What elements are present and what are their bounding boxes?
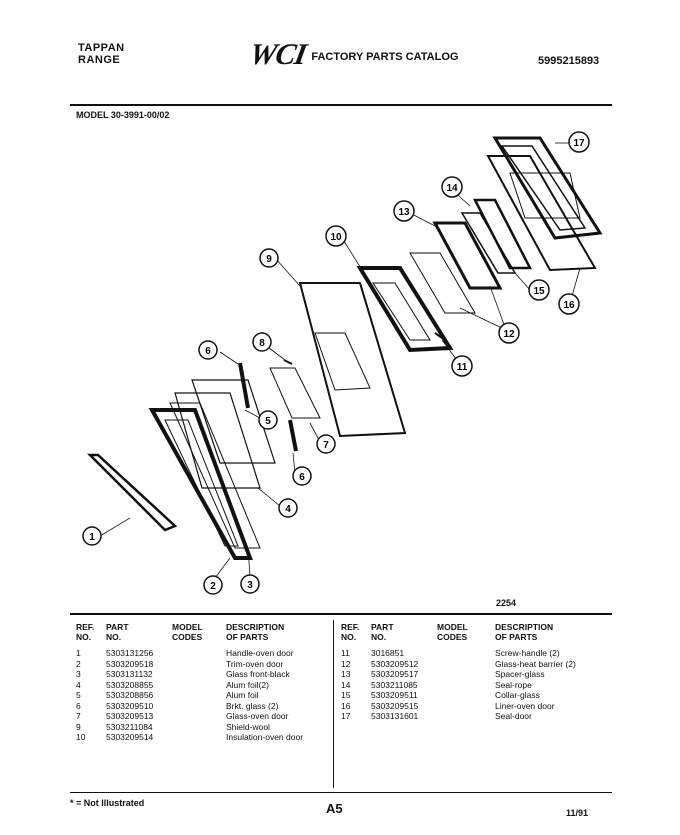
callout-7 [317, 435, 335, 453]
part-shield-wool [300, 283, 405, 436]
model-codes-cell [172, 648, 226, 659]
svg-text:15: 15 [533, 286, 545, 297]
description-cell: Brkt. glass (2) [226, 700, 279, 711]
svg-text:2: 2 [210, 581, 216, 592]
model-codes-cell [172, 690, 226, 701]
table-divider [333, 620, 334, 788]
ref-cell: 17 [341, 711, 351, 721]
callout-10 [326, 226, 346, 246]
model-codes-cell [172, 732, 226, 743]
callout-17 [569, 132, 589, 152]
parts-rows-left [76, 648, 330, 743]
part-handle [90, 455, 175, 530]
table-row [76, 701, 330, 712]
catalog-title: FACTORY PARTS CATALOG [311, 51, 459, 63]
model-number: MODEL 30-3991-00/02 [76, 110, 170, 120]
description-cell: Screw-handle (2) [495, 648, 560, 658]
header-codes: MODEL CODES [172, 622, 203, 642]
catalog-number: 5995215893 [538, 55, 600, 67]
callout-5 [259, 411, 277, 429]
svg-text:4: 4 [285, 504, 291, 515]
table-row [76, 659, 330, 670]
svg-text:11: 11 [456, 362, 468, 373]
header-part: PART NO. [106, 622, 129, 642]
ref-cell: 6 [76, 700, 81, 711]
callout-6b [293, 467, 311, 485]
svg-text:16: 16 [563, 300, 575, 311]
ref-cell: 5 [76, 690, 81, 700]
table-row [341, 669, 595, 680]
model-codes-cell [437, 659, 495, 670]
part-spacer-glass [435, 223, 500, 288]
ref-cell: 4 [76, 679, 81, 690]
model-codes-cell [437, 680, 495, 691]
ref-cell: 12 [341, 658, 351, 669]
callout-13 [394, 201, 414, 221]
footer-rule [70, 792, 612, 793]
part-number-cell: 5303208855 [106, 679, 154, 690]
part-number-cell: 5303209518 [106, 658, 154, 669]
table-row [76, 732, 330, 743]
table-row [341, 648, 595, 659]
description-cell: Handle-oven door [226, 648, 294, 658]
exploded-parts-diagram [70, 118, 610, 608]
svg-text:13: 13 [398, 207, 410, 218]
ref-cell: 16 [341, 700, 351, 711]
ref-cell: 11 [341, 648, 350, 658]
model-codes-cell [172, 701, 226, 712]
table-row [76, 722, 330, 733]
ref-cell: 10 [76, 732, 86, 742]
model-codes-cell [437, 648, 495, 659]
table-row [76, 648, 330, 659]
callout-6a [199, 341, 217, 359]
part-number-cell: 5303209511 [371, 690, 418, 700]
callout-15 [529, 280, 549, 300]
table-row [341, 680, 595, 691]
svg-text:14: 14 [446, 183, 458, 194]
model-codes-cell [437, 669, 495, 680]
callout-12 [499, 323, 519, 343]
description-cell: Collar-glass [495, 690, 540, 700]
part-number-cell: 5303211084 [106, 721, 153, 732]
description-cell: Alum foil [226, 690, 259, 700]
table-row [341, 659, 595, 670]
svg-text:7: 7 [323, 440, 329, 451]
callout-8 [253, 333, 271, 351]
parts-table-right [341, 622, 595, 722]
not-illustrated-note: * = Not Illustrated [70, 798, 145, 808]
ref-cell: 9 [76, 721, 81, 732]
brand-line-1: TAPPAN [78, 42, 125, 54]
callout-11 [452, 356, 472, 376]
svg-text:5: 5 [265, 416, 271, 427]
description-cell: Insulation-oven door [226, 732, 304, 742]
part-number-cell: 5303209515 [371, 700, 419, 711]
description-cell: Liner-oven door [495, 700, 555, 711]
brand-logo [78, 42, 125, 66]
description-cell: Glass-oven door [226, 711, 289, 721]
table-row [341, 711, 595, 722]
table-row [341, 701, 595, 712]
brand-line-2: RANGE [78, 54, 121, 66]
part-number-cell: 5303211085 [371, 679, 418, 690]
svg-text:1: 1 [89, 532, 95, 543]
svg-text:10: 10 [330, 232, 342, 243]
ref-cell: 2 [76, 658, 81, 669]
ref-cell: 13 [341, 669, 351, 679]
model-codes-cell [172, 659, 226, 670]
svg-text:3: 3 [247, 580, 253, 591]
header-rule [70, 104, 612, 106]
callout-9 [260, 249, 278, 267]
table-row [76, 669, 330, 680]
part-glass-heat-barrier [410, 253, 475, 313]
header-ref: REF. NO. [341, 622, 360, 642]
model-codes-cell [172, 680, 226, 691]
description-cell: Trim-oven door [226, 658, 284, 669]
parts-rows-right [341, 648, 595, 722]
model-codes-cell [172, 711, 226, 722]
table-row [341, 690, 595, 701]
model-codes-cell [172, 722, 226, 733]
ref-cell: 15 [341, 690, 351, 700]
part-number-cell: 5303209512 [371, 658, 419, 669]
callout-14 [442, 177, 462, 197]
parts-table-left [76, 622, 330, 743]
part-number-cell: 5303209513 [106, 711, 154, 721]
part-number-cell: 5303208856 [106, 690, 154, 700]
svg-text:9: 9 [266, 254, 272, 265]
page-number: A5 [326, 801, 343, 816]
ref-cell: 7 [76, 711, 81, 721]
model-codes-cell [437, 711, 495, 722]
svg-text:17: 17 [573, 138, 585, 149]
part-bracket-lower [290, 420, 296, 451]
callout-3 [241, 575, 259, 593]
callout-16 [559, 294, 579, 314]
svg-text:6: 6 [205, 346, 211, 357]
part-number-cell: 5303131256 [106, 648, 154, 658]
description-cell: Spacer-glass [495, 669, 545, 679]
model-codes-cell [437, 690, 495, 701]
description-cell: Glass front-black [226, 669, 290, 679]
model-codes-cell [437, 701, 495, 712]
model-codes-cell [172, 669, 226, 680]
drawing-number: 2254 [496, 598, 517, 608]
header-codes: MODEL CODES [437, 622, 468, 642]
part-number-cell: 5303209517 [371, 669, 419, 679]
catalog-header [247, 38, 459, 71]
description-cell: Seal-door [495, 711, 532, 721]
description-cell: Glass-heat barrier (2) [495, 658, 576, 669]
wci-logo: WCI [247, 38, 309, 71]
part-number-cell: 5303209510 [106, 700, 154, 711]
part-glass-oven-door [270, 368, 320, 418]
description-cell: Shield-wool [226, 721, 270, 732]
part-insulation [360, 268, 450, 350]
header-desc: DESCRIPTION OF PARTS [495, 622, 554, 642]
callout-2 [204, 576, 222, 594]
callout-4 [279, 499, 297, 517]
table-row [76, 690, 330, 701]
description-cell: Alum foil(2) [226, 679, 269, 690]
svg-text:12: 12 [503, 329, 515, 340]
table-top-rule [70, 613, 612, 615]
catalog-date: 11/91 [566, 808, 589, 818]
part-bracket-upper [240, 363, 248, 408]
table-row [76, 680, 330, 691]
ref-cell: 1 [76, 648, 81, 658]
table-row [76, 711, 330, 722]
svg-text:8: 8 [259, 338, 265, 349]
part-number-cell: 5303131601 [371, 711, 419, 721]
ref-cell: 14 [341, 679, 351, 690]
header-part: PART NO. [371, 622, 394, 642]
part-number-cell: 5303209514 [106, 732, 154, 742]
ref-cell: 3 [76, 669, 81, 679]
svg-text:6: 6 [299, 472, 305, 483]
description-cell: Seal-rope [495, 679, 532, 690]
part-number-cell: 3016851 [371, 648, 405, 658]
part-number-cell: 5303131132 [106, 669, 153, 679]
header-desc: DESCRIPTION OF PARTS [226, 622, 285, 642]
callout-1 [83, 527, 101, 545]
header-ref: REF. NO. [76, 622, 95, 642]
